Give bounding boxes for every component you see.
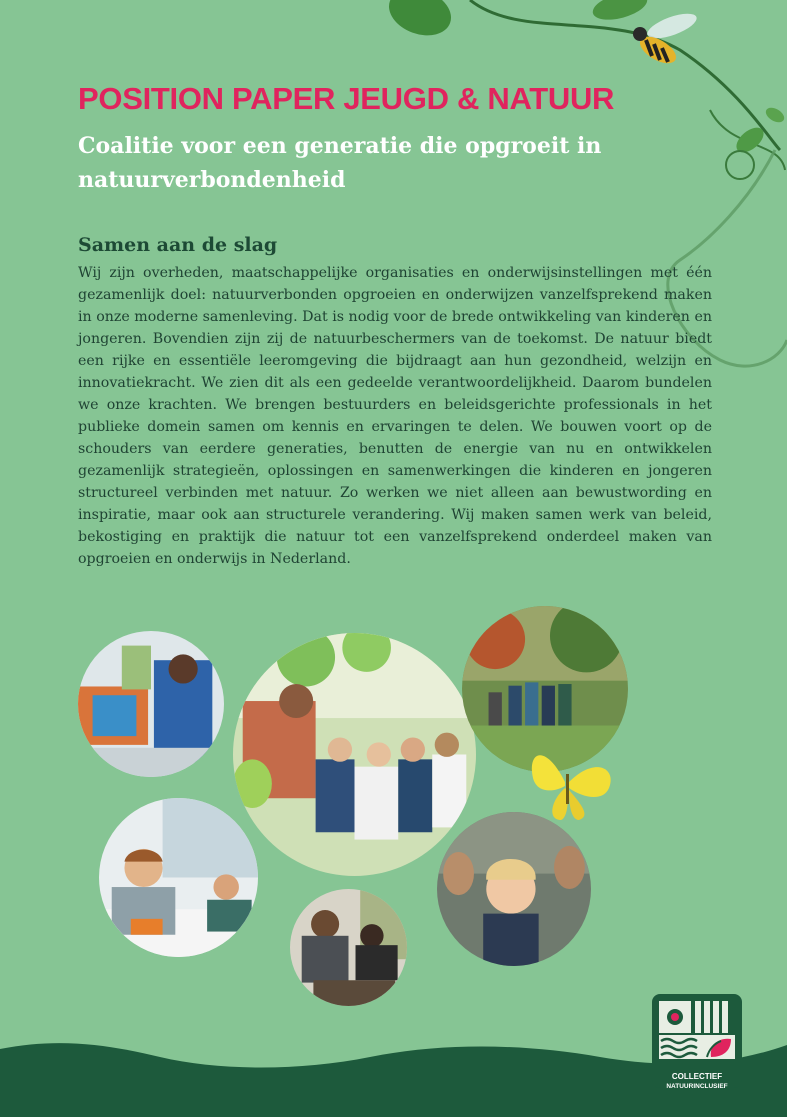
page-subtitle: Coalitie voor een generatie die opgroeit in natuurverbondenheid [78, 133, 602, 193]
section-heading: Samen aan de slag [78, 234, 278, 256]
logo-text-line1: COLLECTIEF [671, 1072, 723, 1081]
photo-boy-at-table [99, 798, 258, 957]
logo-text-line2: NATUURINCLUSIEF [666, 1083, 728, 1090]
section-body: Wij zijn overheden, maatschappelijke organisaties en onderwijsinstellingen met één gezamenlijk doel: natuurverbonden opgroeien en onderwijzen vanzelfsprekend maken in onze moderne samenleving. Dat is nodig voor de brede ontwikkeling van kinderen en jongeren. Bovendien zijn zij de natuurbeschermers van de toekomst. De natuur biedt een rijke en essentiële leeromgeving die bijdraagt aan hun gezondheid, welzijn en innovatiekracht. We zien dit als een gedeelde verantwoordelijkheid. Daarom bundelen we onze krachten. We brengen bestuurders en beleidsgerichte professionals in het publieke domein samen om kennis en ervaringen te delen. We bouwen voort op de schouders van eerdere generaties, benutten de energie van nu en ontwikkelen gezamenlijk strategieën, oplossingen en samenwerkingen die kinderen en jongeren structureel verbinden met natuur. Zo werken we niet alleen aan bewustwording en inspiratie, maar ook aan structurele verandering. Wij maken samen werk van beleid, bekostiging en praktijk die natuur tot een vanzelfsprekend onderdeel maken van opgroeien en onderwijs in Nederland. [78, 265, 712, 567]
collectief-natuurinclusief-logo [652, 994, 742, 1088]
page-title: POSITION PAPER JEUGD & NATUUR [78, 81, 615, 116]
photo-kids-soil [290, 889, 407, 1006]
photo-kids-painting [78, 631, 224, 777]
photo-girl-dirty-hands [437, 812, 591, 966]
wasp-icon [612, 10, 704, 80]
logo-mark-icon [659, 1001, 735, 1059]
photo-teacher-with-kids [233, 633, 476, 876]
butterfly-icon [525, 742, 617, 824]
